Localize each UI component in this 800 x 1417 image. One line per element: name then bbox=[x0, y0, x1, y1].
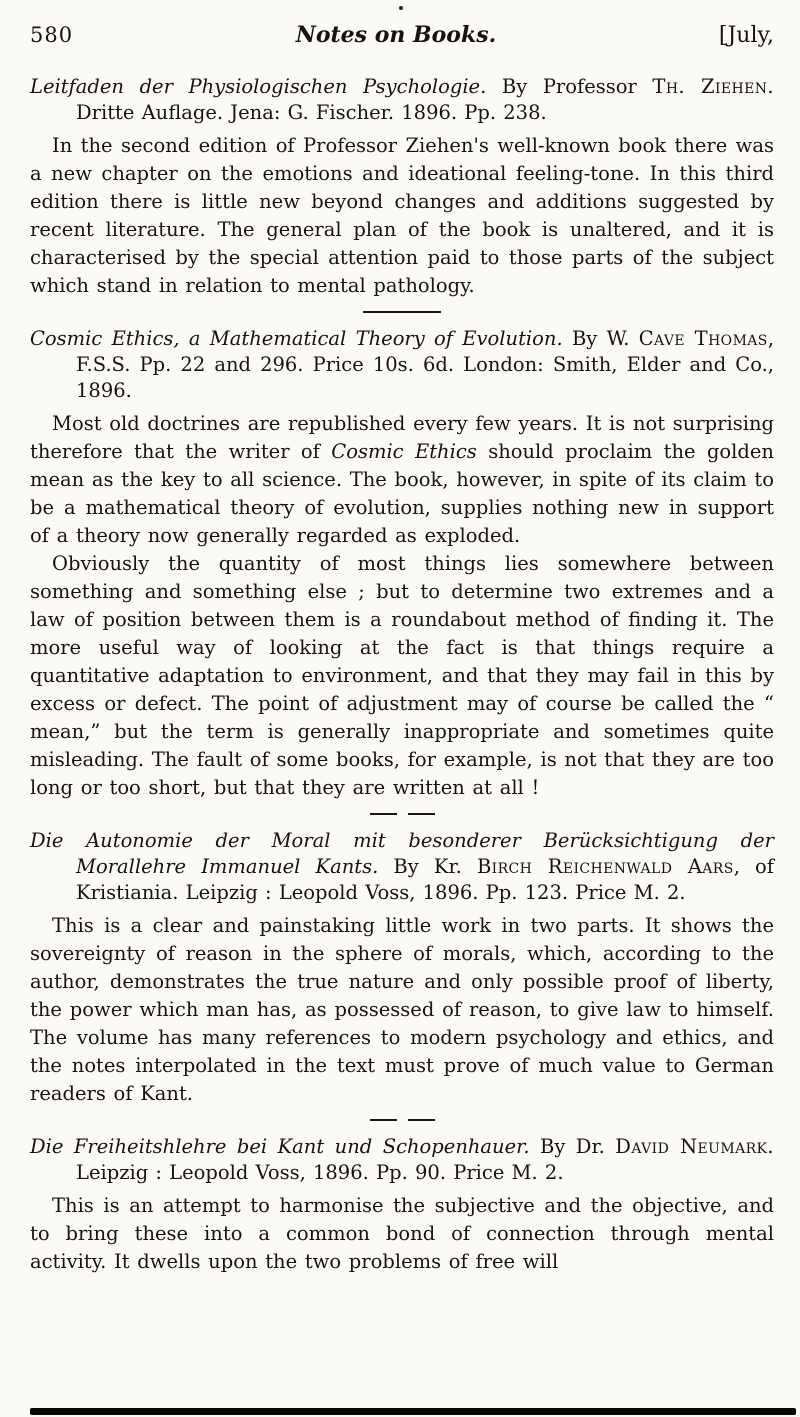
text-segment-italic: Cosmic Ethics bbox=[331, 440, 477, 463]
book-review-entries bbox=[30, 74, 774, 1276]
scan-edge-bar bbox=[30, 1408, 796, 1415]
text-segment-normal: should proclaim the golden mean as the key to all science. The book, however, in spite of its claim to be a mathematical theory of evolution, supplies nothing new in support of a theory now generally regarded as exploded. bbox=[30, 440, 774, 547]
divider-line bbox=[408, 1119, 435, 1121]
book-entry-heading bbox=[30, 828, 774, 906]
divider-line bbox=[408, 813, 435, 815]
text-segment-smallcaps: Cave Thomas bbox=[638, 327, 768, 350]
issue-date-tag: [July, bbox=[718, 23, 774, 48]
text-segment-italic: Cosmic Ethics, a Mathematical Theory of Evolution. bbox=[30, 327, 563, 350]
text-segment-italic: Leitfaden der Physiologischen Psychologie. bbox=[30, 75, 487, 98]
running-title: Notes on Books. bbox=[295, 22, 497, 48]
review-paragraph bbox=[30, 550, 774, 802]
text-segment-normal: By Kr. bbox=[378, 855, 477, 878]
text-segment-smallcaps: David Neumark. bbox=[615, 1135, 774, 1158]
divider-line bbox=[370, 813, 397, 815]
scan-speck bbox=[399, 6, 403, 10]
divider-line bbox=[370, 1119, 397, 1121]
text-segment-normal: , of Kristiania. Leipzig : Leopold Voss, 1896. Pp. 123. Price M. 2. bbox=[76, 855, 775, 904]
page-header bbox=[30, 22, 774, 48]
text-segment-normal: Most old doctrines are republished every few years. It is not surprising therefore that the writer of bbox=[30, 412, 774, 463]
book-entry-heading bbox=[30, 74, 774, 126]
text-segment-italic: Die Freiheitshlehre bei Kant und Schopenhauer. bbox=[30, 1135, 530, 1158]
text-segment-italic: Die Autonomie der Moral mit besonderer Berücksichtigung der Morallehre Immanuel Kants. bbox=[30, 829, 774, 878]
text-segment-normal: In the second edition of Professor Ziehen's well-known book there was a new chapter on the emotions and ideational feeling-tone. In this third edition there is little new beyond changes and additions suggested by recent literature. The general plan of the book is unaltered, and it is characterised by the special attention paid to those parts of the subject which stand in relation to mental pathology. bbox=[30, 134, 774, 297]
text-segment-normal: Dritte Auflage. Jena: G. Fischer. 1896. Pp. 238. bbox=[76, 101, 547, 124]
text-segment-normal: This is an attempt to harmonise the subjective and the objective, and to bring these into a common bond of connection through mental activity. It dwells upon the two problems of free will bbox=[30, 1194, 774, 1273]
text-segment-normal: By Professor bbox=[486, 75, 653, 98]
text-segment-normal: This is a clear and painstaking little work in two parts. It shows the sovereignty of reason in the sphere of morals, which, according to the author, demonstrates the true nature and only possible proof of liberty, the power which man has, as possessed of reason, to give law to himself. The volume has many references to modern psychology and ethics, and the notes interpolated in the text must prove of much value to German readers of Kant. bbox=[30, 914, 774, 1105]
review-paragraph bbox=[30, 132, 774, 300]
section-divider bbox=[30, 311, 774, 313]
text-segment-normal: By Dr. bbox=[529, 1135, 616, 1158]
text-segment-smallcaps: Birch Reichenwald Aars bbox=[476, 855, 734, 878]
section-divider bbox=[30, 1119, 774, 1121]
text-segment-normal: Obviously the quantity of most things lies somewhere between something and something else ; but to determine two extremes and a law of position between them is a roundabout method of finding it. The more useful way of looking at the fact is that things require a quantitative adaptation to environment, and that they may fail in this by excess or defect. The point of adjustment may of course be called the “ mean,” but the term is generally inappropriate and sometimes quite misleading. The fault of some books, for example, is not that they are too long or too short, but that they are written at all ! bbox=[30, 552, 774, 799]
review-paragraph bbox=[30, 410, 774, 550]
book-entry-heading bbox=[30, 326, 774, 404]
text-segment-normal: Leipzig : Leopold Voss, 1896. Pp. 90. Price M. 2. bbox=[76, 1161, 564, 1184]
text-segment-normal: , F.S.S. Pp. 22 and 296. Price 10s. 6d. London: Smith, Elder and Co., 1896. bbox=[76, 327, 775, 402]
review-paragraph bbox=[30, 1192, 774, 1276]
section-divider bbox=[30, 813, 774, 815]
review-paragraph bbox=[30, 912, 774, 1108]
book-entry-heading bbox=[30, 1134, 774, 1186]
divider-line bbox=[363, 311, 441, 313]
page-number: 580 bbox=[30, 23, 74, 47]
text-segment-smallcaps: Th. Ziehen. bbox=[652, 75, 774, 98]
text-segment-normal: By W. bbox=[562, 327, 639, 350]
